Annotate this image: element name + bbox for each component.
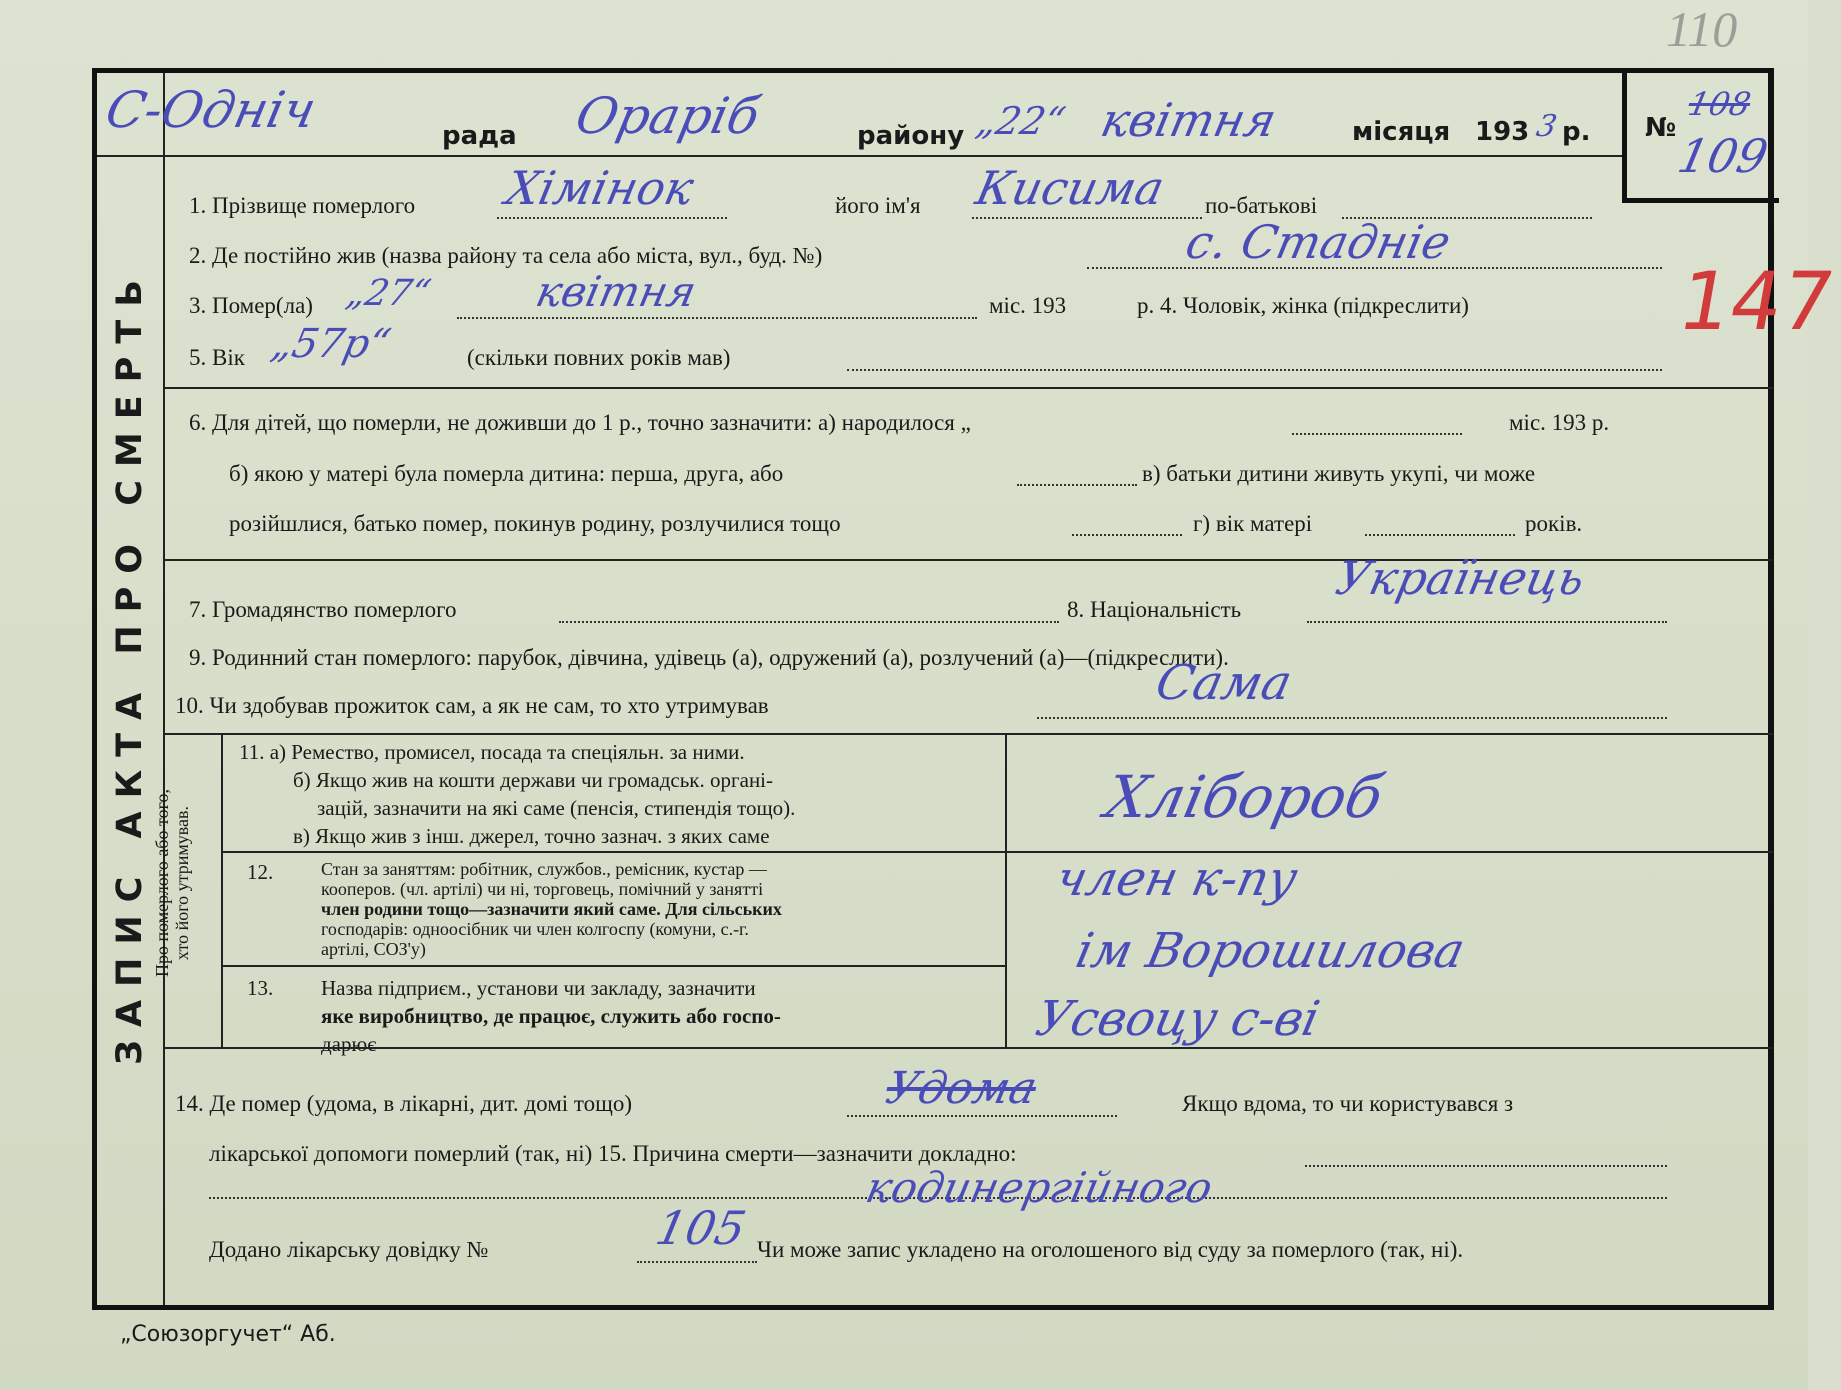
item-12-line-5: артілі, СОЗ'у) bbox=[321, 939, 426, 959]
item-6-line-3: розійшлися, батько помер, покинув родину, розлучилися тощо bbox=[229, 511, 841, 536]
divider-12-13 bbox=[221, 965, 1005, 967]
occupation-side-note bbox=[152, 723, 192, 1043]
record-number-handwritten: 109 bbox=[1673, 129, 1773, 183]
item-6-line-1: 6. Для дітей, що померли, не доживши до 1 р., точно зазначити: а) народилося „ bbox=[189, 410, 971, 435]
side-note-divider bbox=[221, 733, 223, 1047]
item-11-b-1: б) Якщо жив на кошти держави чи громадськ. органі- bbox=[293, 768, 774, 792]
nationality-handwritten: Українець bbox=[1331, 551, 1590, 605]
death-record-form bbox=[92, 68, 1774, 1310]
age-hint: (скільки повних років мав) bbox=[467, 345, 731, 370]
occupation-side-note-2: хто його утримував. bbox=[172, 805, 192, 961]
item-13-line-2: яке виробництво, де працює, служить або госпо- bbox=[321, 1004, 781, 1028]
birth-date-line bbox=[1292, 415, 1462, 435]
item-3-label: 3. Помер(ла) bbox=[189, 293, 313, 318]
surname-handwritten: Хімінок bbox=[501, 161, 699, 215]
residence-handwritten: с. Стадніе bbox=[1181, 215, 1456, 269]
age-line bbox=[847, 351, 1662, 371]
patronymic-label: по-батькові bbox=[1205, 193, 1318, 218]
item-11-b-2: зацій, зазначити на які саме (пенсія, стипендія тощо). bbox=[317, 796, 796, 820]
item-14-label: 14. Де помер (удома, в лікарні, дит. домі тощо) bbox=[175, 1091, 633, 1116]
district-label: району bbox=[857, 121, 965, 151]
pencil-page-number: 110 bbox=[1666, 1, 1738, 57]
certificate-label: Додано лікарську довідку № bbox=[209, 1237, 489, 1262]
occupation-side-note-1: Про померлого або того, bbox=[152, 788, 172, 978]
item-9-label: 9. Родинний стан померлого: парубок, дівчина, удівець (а), одружений (а), розлучений (а)—(підкреслити). bbox=[189, 645, 1229, 670]
divider-1 bbox=[163, 387, 1773, 389]
death-day-handwritten: „27“ bbox=[342, 273, 435, 314]
occupation-handwritten-4: Усвоцу с-ві bbox=[1031, 991, 1325, 1047]
council-label: рада bbox=[442, 121, 517, 151]
struck-number-handwritten: 108 bbox=[1684, 85, 1755, 123]
council-handwritten: С-Одніч bbox=[100, 81, 322, 139]
birth-order-line bbox=[1017, 466, 1137, 486]
cause-handwritten: кодинергійного bbox=[861, 1163, 1217, 1212]
name-label: його ім'я bbox=[835, 193, 921, 218]
certificate-number-handwritten: 105 bbox=[651, 1201, 751, 1255]
month-label: місяця bbox=[1352, 117, 1451, 147]
death-place-handwritten: Удома bbox=[881, 1063, 1042, 1114]
item-6-line-2: б) якою у матері була померла дитина: перша, друга, або bbox=[229, 461, 784, 486]
cause-line-1 bbox=[1305, 1147, 1667, 1167]
death-month-label: міс. 193 bbox=[989, 293, 1067, 318]
item-13-number: 13. bbox=[247, 976, 274, 1000]
month-handwritten: квітня bbox=[1096, 93, 1282, 147]
court-question: Чи може запис укладено на оголошеного від суду за померлого (так, ні). bbox=[757, 1237, 1464, 1262]
item-8-label: 8. Національність bbox=[1067, 597, 1242, 622]
item-15-label: лікарської допомоги померлий (так, ні) 15. Причина смерти—зазначити докладно: bbox=[209, 1141, 1017, 1166]
number-label: № bbox=[1645, 113, 1677, 143]
item-5-label: 5. Вік bbox=[189, 345, 245, 370]
item-12-line-1: Стан за заняттям: робітник, службов., ремісник, кустар — bbox=[321, 859, 767, 879]
side-title: ЗАПИС АКТА ПРО СМЕРТЬ bbox=[110, 267, 150, 1065]
age-handwritten: „57р“ bbox=[267, 321, 395, 367]
item-7-label: 7. Громадянство померлого bbox=[189, 597, 457, 622]
record-number-box bbox=[1622, 73, 1779, 203]
citizenship-line bbox=[559, 603, 1059, 623]
answer-column-divider bbox=[1005, 733, 1007, 1047]
item-4-label: р. 4. Чоловік, жінка (підкреслити) bbox=[1137, 293, 1469, 318]
item-12-line-3: член родини тощо—зазначити який саме. Для сільських bbox=[321, 899, 782, 919]
side-title-column bbox=[97, 73, 165, 1305]
day-handwritten: „22“ bbox=[972, 99, 1070, 143]
red-margin-number: 147 bbox=[1671, 255, 1841, 348]
supporter-handwritten: Сама bbox=[1151, 655, 1297, 711]
year-label: 193 bbox=[1475, 117, 1530, 147]
item-12-number: 12. bbox=[247, 860, 274, 884]
year-suffix: р. bbox=[1562, 117, 1591, 147]
occupation-handwritten-3: ім Ворошилова bbox=[1071, 923, 1470, 979]
item-10-label: 10. Чи здобував прожиток сам, а як не сам, то хто утримував bbox=[175, 693, 769, 718]
mother-age-line bbox=[1365, 516, 1515, 536]
item-13-line-1: Назва підприєм., установи чи закладу, зазначити bbox=[321, 976, 756, 1000]
mother-age-suffix: років. bbox=[1525, 511, 1583, 536]
divider-11-12 bbox=[221, 851, 1773, 853]
name-handwritten: Кисима bbox=[971, 161, 1169, 215]
mother-age-label: г) вік матері bbox=[1193, 511, 1313, 536]
item-2-label: 2. Де постійно жив (назва району та села або міста, вул., буд. №) bbox=[189, 243, 823, 268]
item-6-line-1-tail: міс. 193 р. bbox=[1509, 410, 1610, 435]
divider-3 bbox=[163, 733, 1773, 735]
item-12-line-2: кооперов. (чл. артілі) чи ні, торговець, помічний у занятті bbox=[321, 879, 764, 899]
header-underline bbox=[97, 155, 1622, 157]
divider-4 bbox=[163, 1047, 1773, 1049]
item-12-line-4: господарів: одноосібник чи член колгоспу (комуни, с.-г. bbox=[321, 919, 749, 939]
item-11-c: в) Якщо жив з інш. джерел, точно зазнач. з яких саме bbox=[293, 824, 770, 848]
printer-imprint: „Союзоргучет“ Аб. bbox=[120, 1322, 336, 1347]
item-14-tail: Якщо вдома, то чи користувався з bbox=[1182, 1091, 1514, 1116]
item-6-line-2-tail: в) батьки дитини живуть укупі, чи може bbox=[1142, 461, 1536, 486]
parents-status-line bbox=[1072, 516, 1182, 536]
occupation-handwritten-2: член к-пу bbox=[1051, 851, 1303, 907]
occupation-handwritten-1: Хлібороб bbox=[1099, 763, 1389, 831]
death-month-handwritten: квітня bbox=[531, 267, 701, 316]
nationality-line bbox=[1307, 603, 1667, 623]
item-13-line-3: дарює bbox=[321, 1032, 377, 1056]
district-handwritten: Ораріб bbox=[570, 87, 765, 145]
item-1-label: 1. Прізвище померлого bbox=[189, 193, 416, 218]
year-digit-handwritten: 3 bbox=[1533, 109, 1560, 144]
supporter-line bbox=[1037, 699, 1667, 719]
item-11-a: 11. а) Ремество, промисел, посада та спеціяльн. за ними. bbox=[239, 740, 745, 764]
